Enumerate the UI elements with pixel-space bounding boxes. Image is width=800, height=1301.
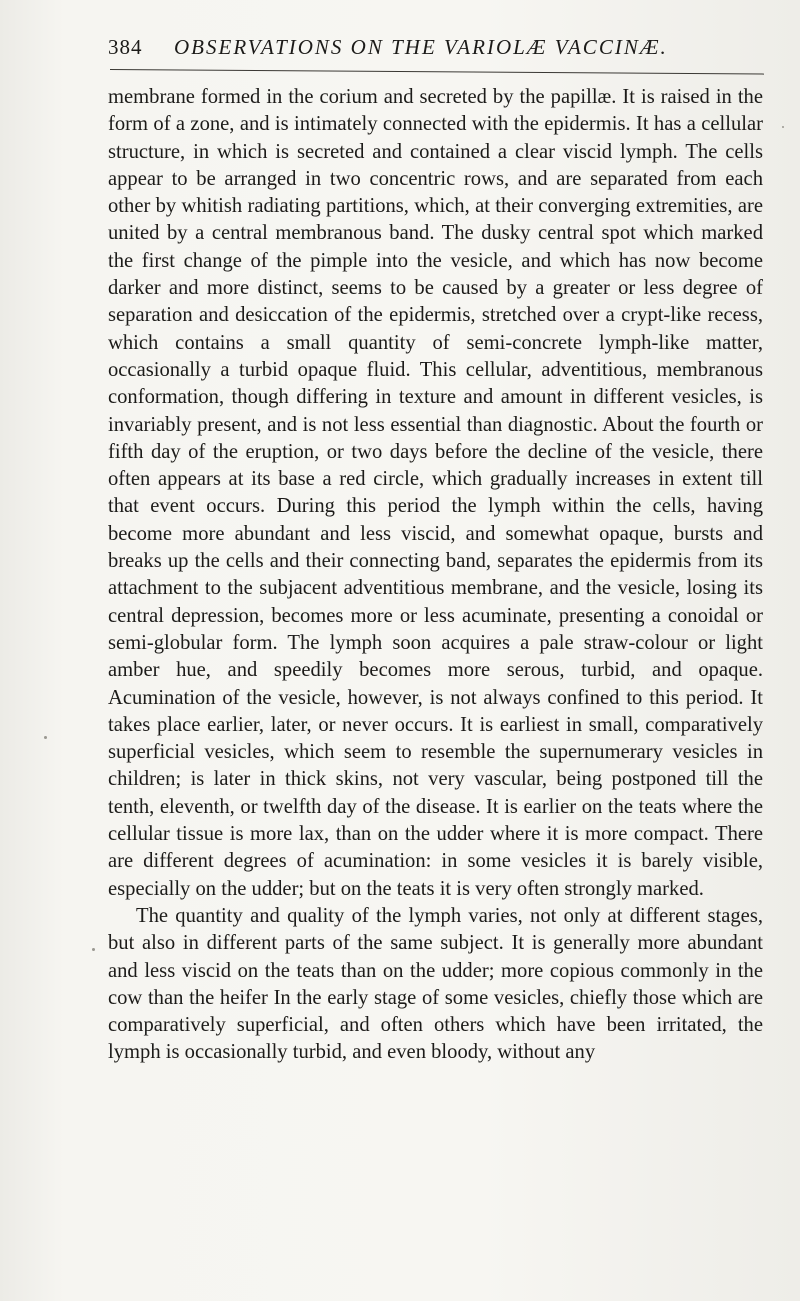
running-head bbox=[108, 30, 768, 64]
page-number: 384 bbox=[108, 35, 143, 59]
paper-speck bbox=[92, 948, 95, 951]
paragraph-1: membrane formed in the corium and secreted by the papillæ. It is raised in the form of a zone, and is intimately connected with the epidermis. It has a cellular structure, in which is secreted and contained a clear viscid lymph. The cells appear to be arranged in two concentric rows, and are separated from each other by whitish radiating partitions, which, at their converging extremities, are united by a central membranous band. The dusky central spot which marked the first change of the pimple into the vesicle, and which has now become darker and more distinct, seems to be caused by a greater or less degree of separation and desiccation of the epidermis, stretched over a crypt-like recess, which contains a small quantity of semi-concrete lymph-like matter, occasionally a turbid opaque fluid. This cellular, adventitious, membranous conformation, though differing in texture and amount in different vesicles, is invariably present, and is not less essential than diagnostic. About the fourth or fifth day of the eruption, or two days before the decline of the vesicle, there often appears at its base a red circle, which gradually increases in extent till that event occurs. During this period the lymph within the cells, having become more abundant and less viscid, and somewhat opaque, bursts and breaks up the cells and their connecting band, separates the epidermis from its attachment to the subjacent adventitious membrane, and the vesicle, losing its central depression, becomes more or less acuminate, presenting a conoidal or semi-globular form. The lymph soon acquires a pale straw-colour or light amber hue, and speedily becomes more serous, turbid, and opaque. Acumination of the vesicle, however, is not always confined to this period. It takes place earlier, later, or never occurs. It is earliest in small, comparatively superficial vesicles, which seem to resemble the supernumerary vesicles in children; is later in thick skins, not very vascular, being postponed till the tenth, eleventh, or twelfth day of the disease. It is earlier on the teats where the cellular tissue is more lax, than on the udder where it is more compact. There are different degrees of acumination: in some vesicles it is barely visible, especially on the udder; but on the teats it is very often strongly marked. bbox=[108, 86, 763, 900]
body-text bbox=[108, 84, 763, 1067]
header-rule bbox=[110, 69, 764, 75]
paper-speck bbox=[44, 736, 47, 739]
paragraph-2: The quantity and quality of the lymph varies, not only at different stages, but also in different parts of the same subject. It is generally more abundant and less viscid on the teats than on the udder; more copious commonly in the cow than the heifer In the early stage of some vesicles, chiefly those which are comparatively superficial, and often others which have been irritated, the lymph is occasionally turbid, and even bloody, without any bbox=[108, 904, 763, 1064]
paper-speck bbox=[782, 126, 784, 128]
running-title: OBSERVATIONS ON THE VARIOLÆ VACCINÆ. bbox=[174, 35, 668, 59]
